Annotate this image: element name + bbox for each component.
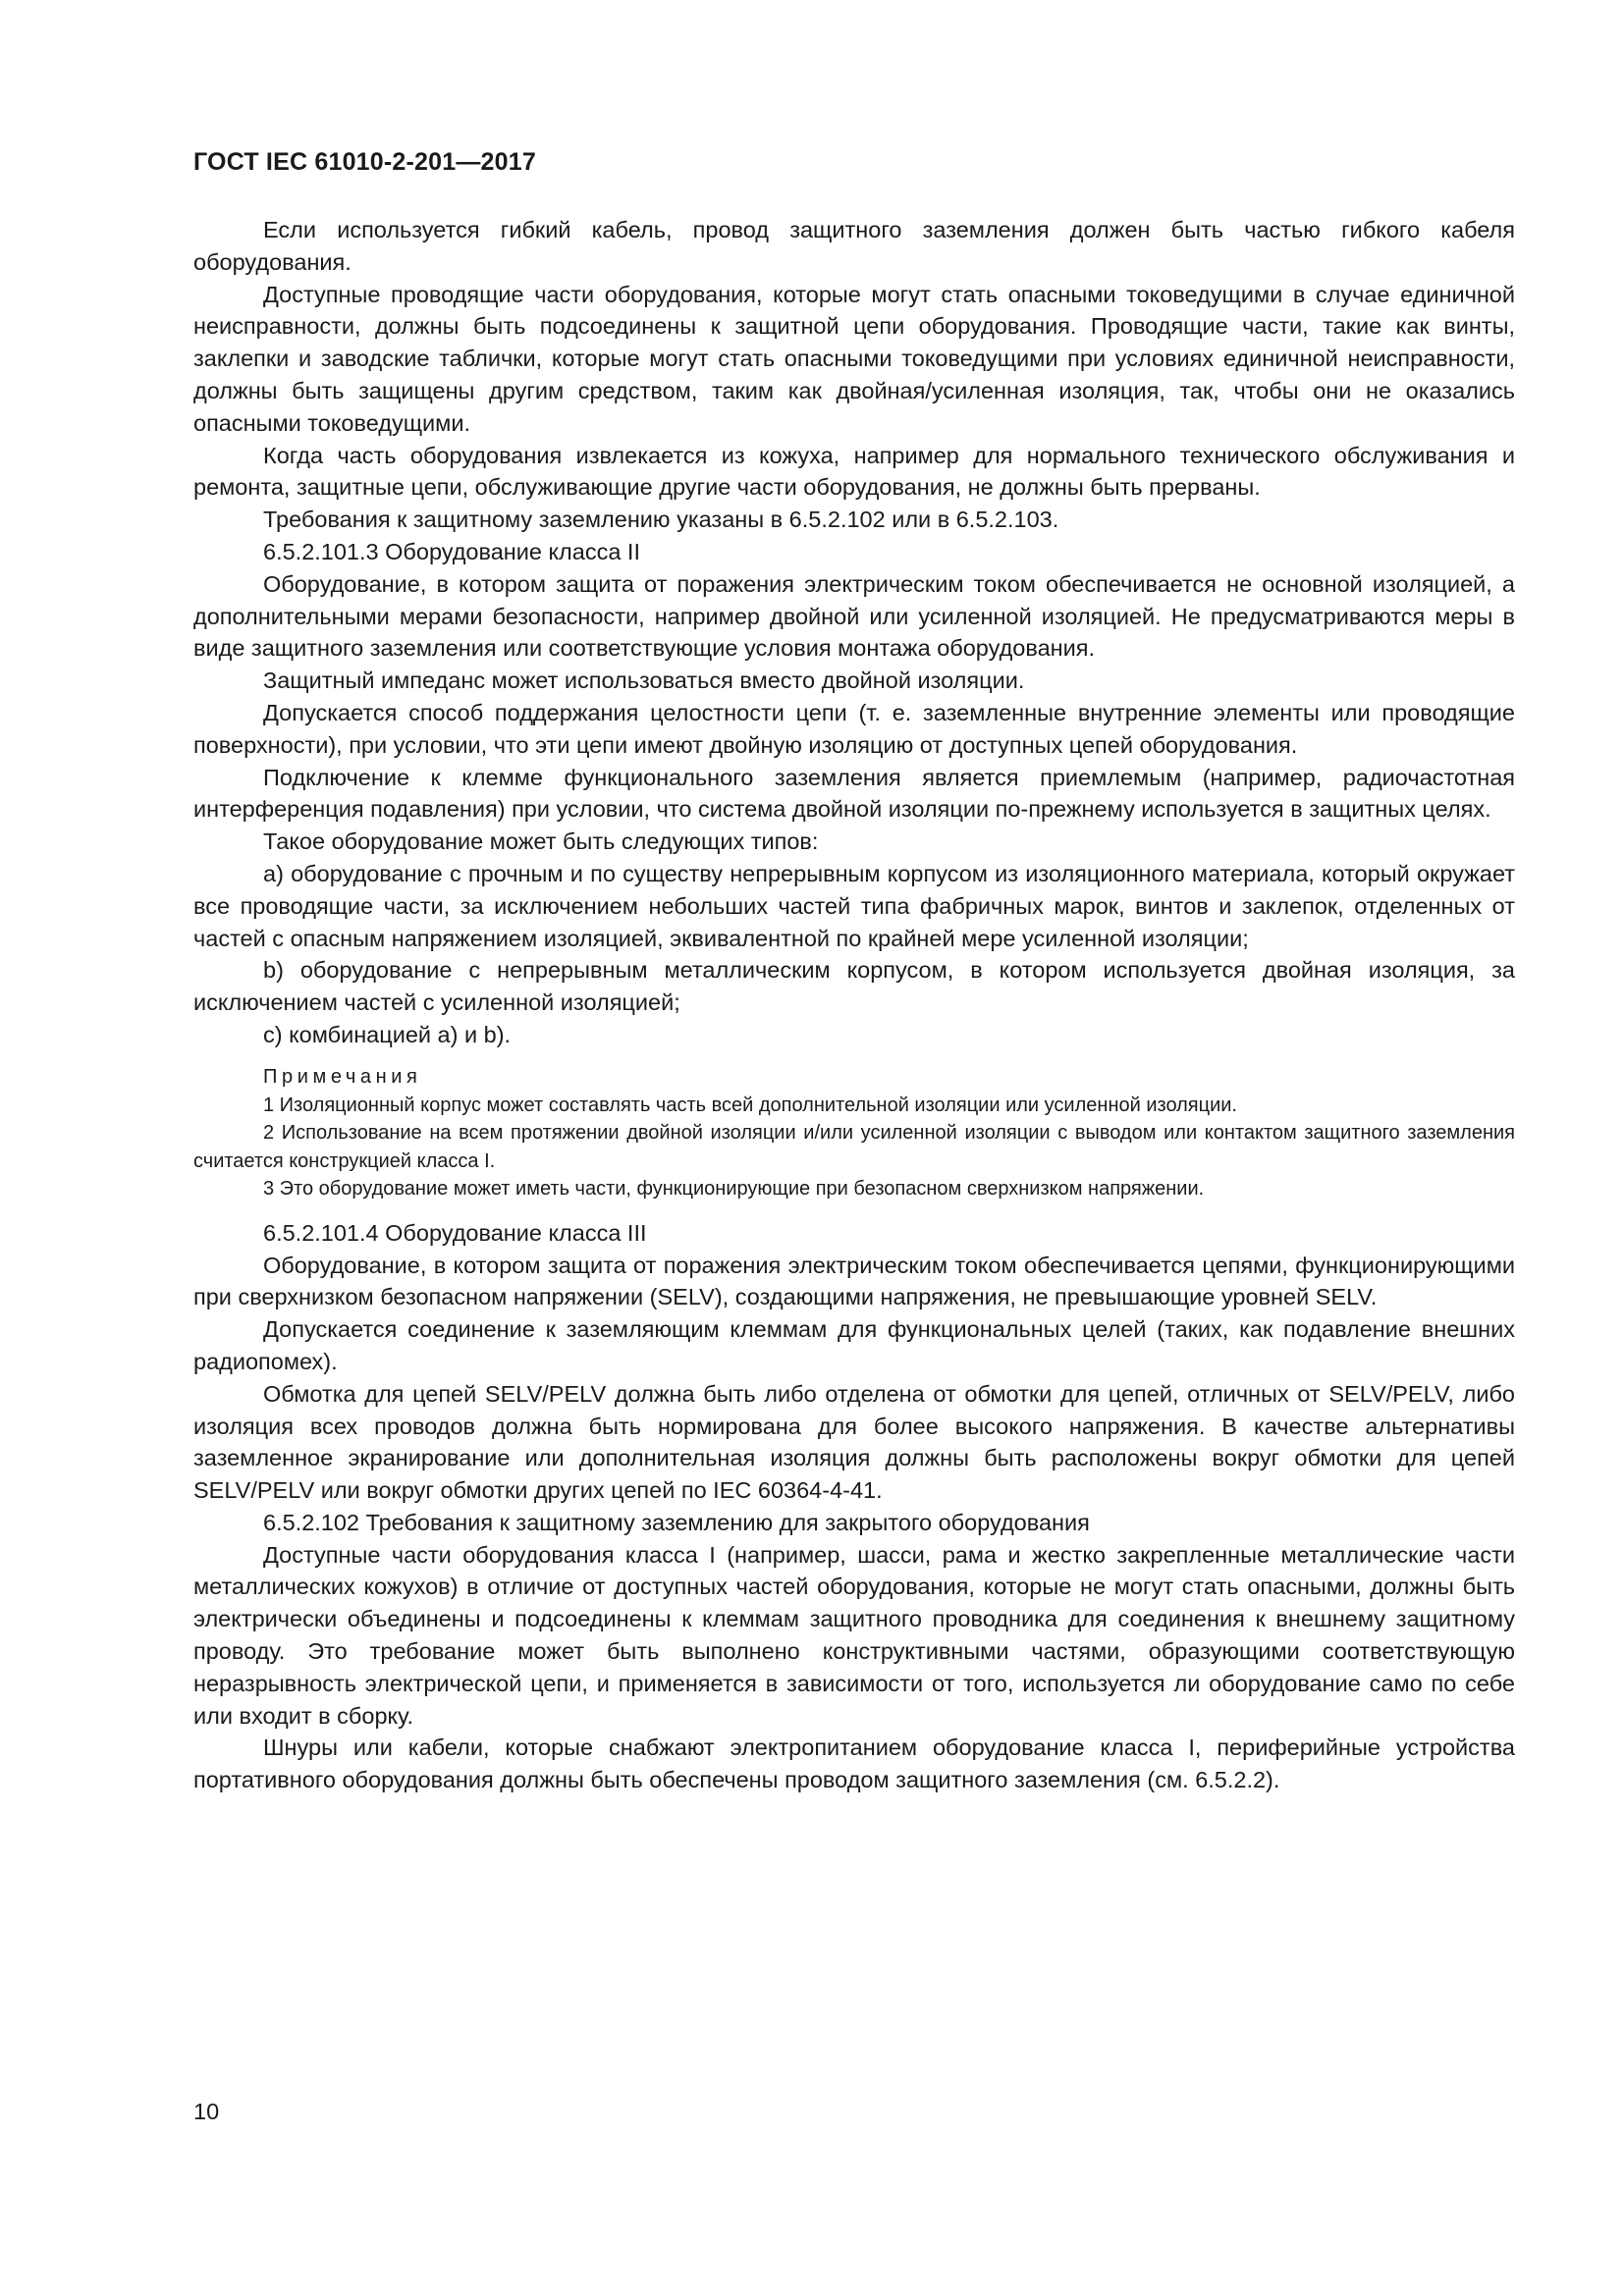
list-item: а) оборудование с прочным и по существу непрерывным корпусом из изоляционного материала, который окружает все проводящие части, за исключением небольших частей типа фабричных марок, винтов и заклепок, отделенных от частей с опасным напряжением изоляцией, эквивалентной по крайней мере усиленной изоляции; [193, 860, 1515, 951]
note-item: 2 Использование на всем протяжении двойной изоляции и/или усиленной изоляции с выводом или контактом защитного заземления считается конструкцией класса I. [193, 1122, 1515, 1172]
note-item: 3 Это оборудование может иметь части, функционирующие при безопасном сверхнизком напряжении. [263, 1178, 1205, 1201]
page-number: 10 [193, 2099, 220, 2124]
standard-header: ГОСТ IEC 61010-2-201—2017 [193, 148, 536, 176]
section-heading: 6.5.2.101.4 Оборудование класса III [263, 1219, 647, 1246]
section-heading: 6.5.2.102 Требования к защитному заземлению для закрытого оборудования [263, 1509, 1090, 1535]
list-item: b) оборудование с непрерывным металлическим корпусом, в котором используется двойная изоляция, за исключением частей с усиленной изоляцией; [193, 957, 1515, 1016]
list-item: c) комбинацией a) и b). [263, 1021, 512, 1047]
paragraph: Доступные проводящие части оборудования, которые могут стать опасными токоведущими в случае единичной неисправности, должны быть подсоединены к защитной цепи оборудования. Проводящие части, такие как винты, заклепки и заводские таблички, которые могут стать опасными токоведущими при условиях единичной неисправности, должны быть защищены другим средством, таким как двойная/усиленная изоляция, так, чтобы они не оказались опасными токоведущими. [193, 281, 1515, 436]
paragraph: Оборудование, в котором защита от поражения электрическим током обеспечивается цепями, функционирующими при сверхнизком безопасном напряжении (SELV), создающими напряжения, не превышающие уровней SELV. [193, 1252, 1515, 1310]
paragraph: Допускается соединение к заземляющим клеммам для функциональных целей (таких, как подавление внешних радиопомех). [193, 1316, 1515, 1374]
paragraph: Оборудование, в котором защита от поражения электрическим током обеспечивается не основной изоляцией, а дополнительными мерами безопасности, например двойной или усиленной изоляцией. Не предусматриваются меры в виде защитного заземления или соответствующие условия монтажа оборудования. [193, 570, 1515, 662]
paragraph: Когда часть оборудования извлекается из кожуха, например для нормального технического обслуживания и ремонта, защитные цепи, обслуживающие другие части оборудования, не должны быть прерваны. [193, 442, 1515, 501]
document-page [193, 147, 1515, 1796]
notes-title: Примечания [263, 1065, 422, 1088]
note-item: 1 Изоляционный корпус может составлять часть всей дополнительной изоляции или усиленной изоляции. [263, 1094, 1237, 1116]
paragraph: Допускается способ поддержания целостности цепи (т. е. заземленные внутренние элементы или проводящие поверхности), при условии, что эти цепи имеют двойную изоляцию от доступных цепей оборудования. [193, 699, 1515, 758]
paragraph: Подключение к клемме функционального заземления является приемлемым (например, радиочастотная интерференция подавления) при условии, что система двойной изоляции по-прежнему используется в защитных целях. [193, 764, 1515, 823]
paragraph: Защитный импеданс может использоваться вместо двойной изоляции. [263, 667, 1025, 694]
section-heading: 6.5.2.101.3 Оборудование класса II [263, 538, 640, 564]
notes-block [193, 1062, 1515, 1203]
body-text [193, 214, 1515, 1796]
paragraph: Если используется гибкий кабель, провод защитного заземления должен быть частью гибкого кабеля оборудования. [193, 217, 1515, 275]
paragraph: Шнуры или кабели, которые снабжают электропитанием оборудование класса I, периферийные устройства портативного оборудования должны быть обеспечены проводом защитного заземления (см. 6.5.2.2). [193, 1735, 1515, 1793]
paragraph: Требования к защитному заземлению указаны в 6.5.2.102 или в 6.5.2.103. [263, 507, 1059, 533]
paragraph: Такое оборудование может быть следующих типов: [263, 828, 819, 855]
paragraph: Доступные части оборудования класса I (например, шасси, рама и жестко закрепленные металлические части металлических кожухов) в отличие от доступных частей оборудования, которые не могут стать опасными, должны быть электрически объединены и подсоединены к клеммам защитного проводника для соединения к внешнему защитному проводу. Это требование может быть выполнено конструктивными частями, образующими соответствующую неразрывность электрической цепи, и применяется в зависимости от того, используется ли оборудование само по себе или входит в сборку. [193, 1541, 1515, 1729]
paragraph: Обмотка для цепей SELV/PELV должна быть либо отделена от обмотки для цепей, отличных от SELV/PELV, либо изоляция всех проводов должна быть нормирована для более высокого напряжения. В качестве альтернативы заземленное экранирование или дополнительная изоляция должны быть расположены вокруг обмотки для цепей SELV/PELV или вокруг обмотки других цепей по IEC 60364-4-41. [193, 1380, 1515, 1504]
